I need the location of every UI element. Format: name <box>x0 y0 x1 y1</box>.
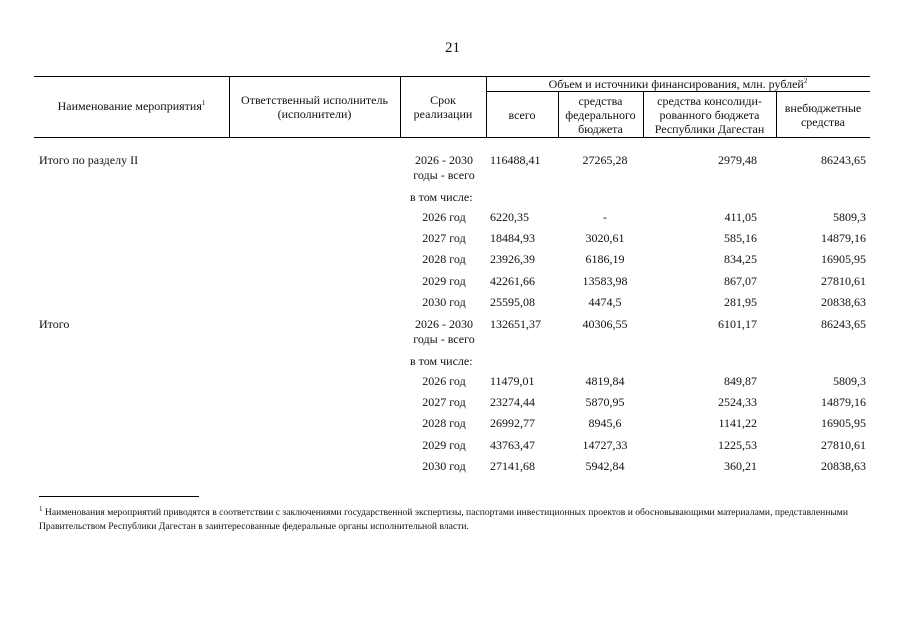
value-total: 11479,01 <box>490 374 535 388</box>
value-federal: 4474,5 <box>588 294 622 309</box>
value-consolidated: 2524,33 <box>718 395 757 410</box>
value-federal: 5870,95 <box>585 395 625 410</box>
year-label: 2026 год <box>422 210 466 224</box>
header-financing: Объем и источники финансирования, млн. рублей$^2$ <box>548 77 808 91</box>
value-federal: 13583,98 <box>582 273 628 288</box>
value-federal: 14727,33 <box>582 437 628 452</box>
value-federal: 3020,61 <box>585 231 625 246</box>
value-extra: 86243,65 <box>821 153 866 167</box>
section-label: Итого по разделу II <box>39 153 139 167</box>
value-consolidated: 411,05 <box>724 210 757 224</box>
value-consolidated: 6101,17 <box>718 317 757 331</box>
section-label: Итого <box>39 317 70 331</box>
value-federal: 8945,6 <box>588 416 622 431</box>
header-total: всего <box>508 108 536 122</box>
value-total: 116488,41 <box>490 153 541 167</box>
year-label: 2029 год <box>422 273 466 288</box>
value-federal: 6186,19 <box>585 252 625 267</box>
value-federal: - <box>603 210 607 224</box>
header-consolidated: средства консолиди-рованного бюджета Республики Дагестан <box>654 94 765 136</box>
value-total: 18484,93 <box>490 231 535 246</box>
value-federal: 4819,84 <box>585 374 625 388</box>
financing-header-divider <box>486 91 870 92</box>
value-consolidated: 2979,48 <box>718 153 757 167</box>
including-label: в том числе: <box>410 190 473 204</box>
value-total: 27141,68 <box>490 458 535 473</box>
year-label: 2027 год <box>422 231 466 246</box>
year-label: 2027 год <box>422 395 466 410</box>
value-total: 23926,39 <box>490 252 535 267</box>
value-consolidated: 1225,53 <box>718 437 757 452</box>
value-total: 132651,37 <box>490 317 541 331</box>
footnote-divider <box>39 496 199 497</box>
value-consolidated: 1141,22 <box>718 416 757 431</box>
value-extra: 5809,3 <box>833 374 866 388</box>
value-extra: 20838,63 <box>821 294 866 309</box>
value-consolidated: 834,25 <box>724 252 757 267</box>
table-header-bottom-border <box>34 137 870 138</box>
header-term: Срок реализации <box>413 93 473 121</box>
value-federal: 40306,55 <box>582 317 628 331</box>
value-total: 26992,77 <box>490 416 535 431</box>
value-total: 6220,35 <box>490 210 529 224</box>
year-label: 2028 год <box>422 252 466 267</box>
year-label: 2028 год <box>422 416 466 431</box>
value-extra: 20838,63 <box>821 458 866 473</box>
header-name: Наименование мероприятия$^1$ <box>57 99 206 113</box>
year-label: 2029 год <box>422 437 466 452</box>
value-extra: 86243,65 <box>821 317 866 331</box>
header-executor: Ответственный исполнитель (исполнители) <box>241 93 388 121</box>
year-label: 2026 год <box>422 374 466 388</box>
value-extra: 27810,61 <box>821 273 866 288</box>
value-extra: 5809,3 <box>833 210 866 224</box>
value-consolidated: 849,87 <box>724 374 757 388</box>
including-label: в том числе: <box>410 354 473 368</box>
value-total: 23274,44 <box>490 395 535 410</box>
value-total: 42261,66 <box>490 273 535 288</box>
value-extra: 27810,61 <box>821 437 866 452</box>
value-extra: 16905,95 <box>821 416 866 431</box>
value-consolidated: 585,16 <box>724 231 757 246</box>
value-consolidated: 867,07 <box>724 273 757 288</box>
value-consolidated: 281,95 <box>724 294 757 309</box>
value-federal: 27265,28 <box>582 153 628 167</box>
value-extra: 14879,16 <box>821 231 866 246</box>
value-consolidated: 360,21 <box>724 458 757 473</box>
period-total: 2026 - 2030 годы - всего <box>413 153 475 182</box>
year-label: 2030 год <box>422 294 466 309</box>
value-total: 43763,47 <box>490 437 535 452</box>
header-extra: внебюджетные средства <box>784 101 862 129</box>
year-label: 2030 год <box>422 458 466 473</box>
value-extra: 14879,16 <box>821 395 866 410</box>
header-federal: средства федерального бюджета <box>565 94 636 136</box>
period-total: 2026 - 2030 годы - всего <box>413 317 475 346</box>
value-federal: 5942,84 <box>585 458 625 473</box>
page-number: 21 <box>445 40 460 56</box>
footnote: $^1$ Наименования мероприятий приводятся в соответствии с заключениями государственной экспертизы, паспортами инвестиционных проектов и обосновывающими материалами, представленными Правительством Республики Дагестан в заинтересованные федеральные органы исполнительной власти. <box>39 504 849 532</box>
value-total: 25595,08 <box>490 294 535 309</box>
value-extra: 16905,95 <box>821 252 866 267</box>
